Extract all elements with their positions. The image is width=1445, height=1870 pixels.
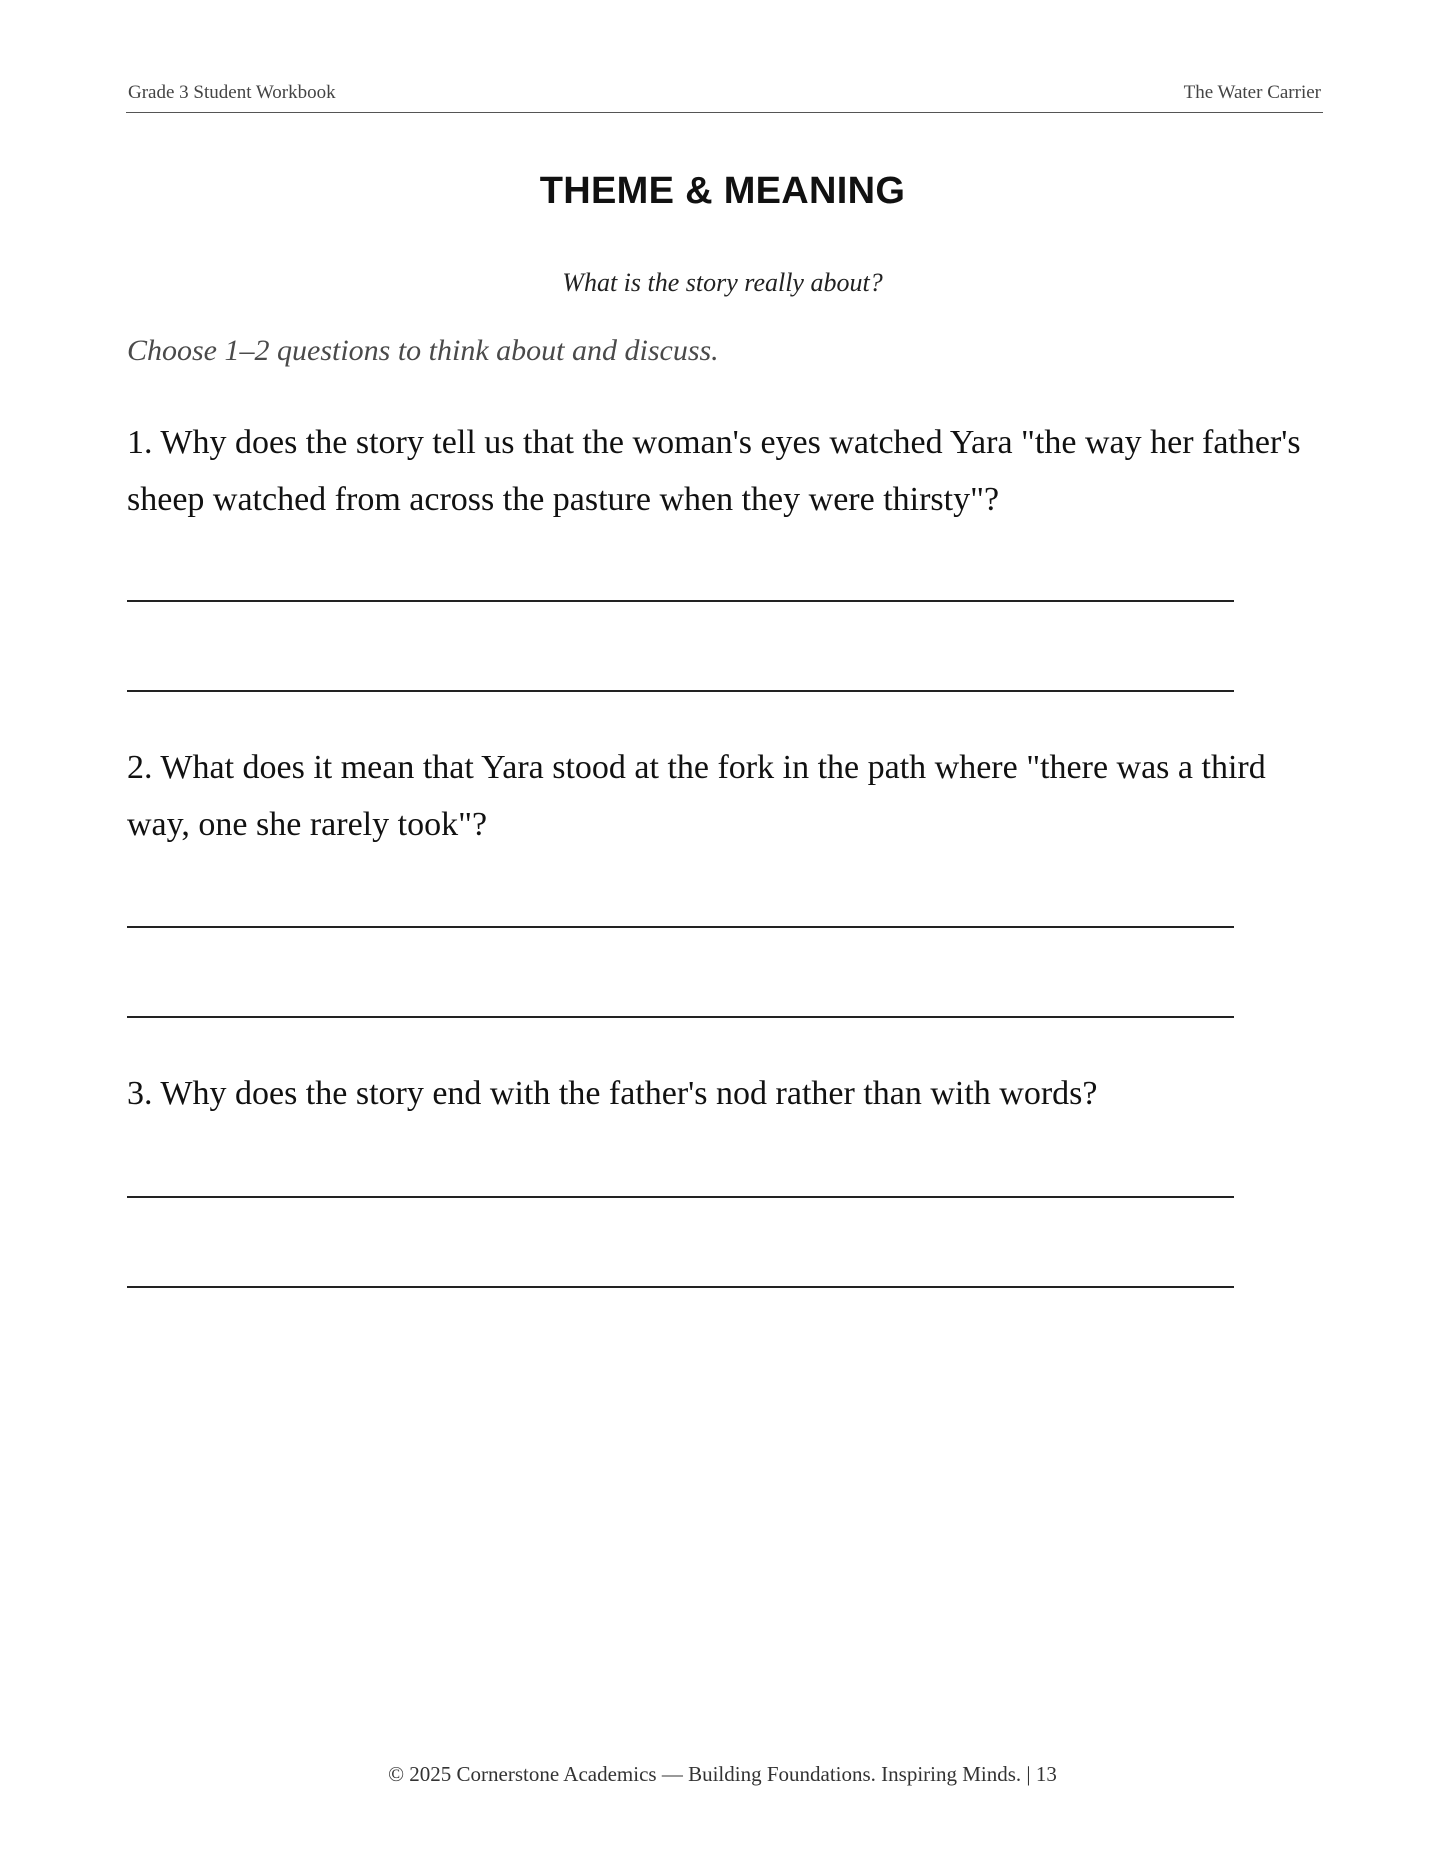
answer-line-1b[interactable] [127, 690, 1234, 692]
answer-line-3a[interactable] [127, 1196, 1234, 1198]
question-3: 3. Why does the story end with the father's nod rather than with words? [127, 1075, 1098, 1112]
answer-line-3b[interactable] [127, 1286, 1234, 1288]
header-workbook-title: Grade 3 Student Workbook [128, 82, 336, 103]
answer-line-2b[interactable] [127, 1016, 1234, 1018]
page-footer: © 2025 Cornerstone Academics — Building Foundations. Inspiring Minds. | 13 [388, 1762, 1057, 1786]
question-2: 2. What does it mean that Yara stood at the fork in the path where "there was a third way, one she rarely took"? [127, 749, 1266, 843]
page-subtitle: What is the story really about? [562, 268, 883, 297]
answer-line-1a[interactable] [127, 600, 1234, 602]
instructions-text: Choose 1–2 questions to think about and discuss. [127, 334, 719, 367]
answer-line-2a[interactable] [127, 926, 1234, 928]
question-1: 1. Why does the story tell us that the woman's eyes watched Yara "the way her father's sheep watched from across the pasture when they were thirsty"? [127, 424, 1301, 518]
page-title: THEME & MEANING [539, 170, 906, 212]
header-story-title: The Water Carrier [1183, 82, 1321, 103]
running-header [126, 82, 1323, 113]
